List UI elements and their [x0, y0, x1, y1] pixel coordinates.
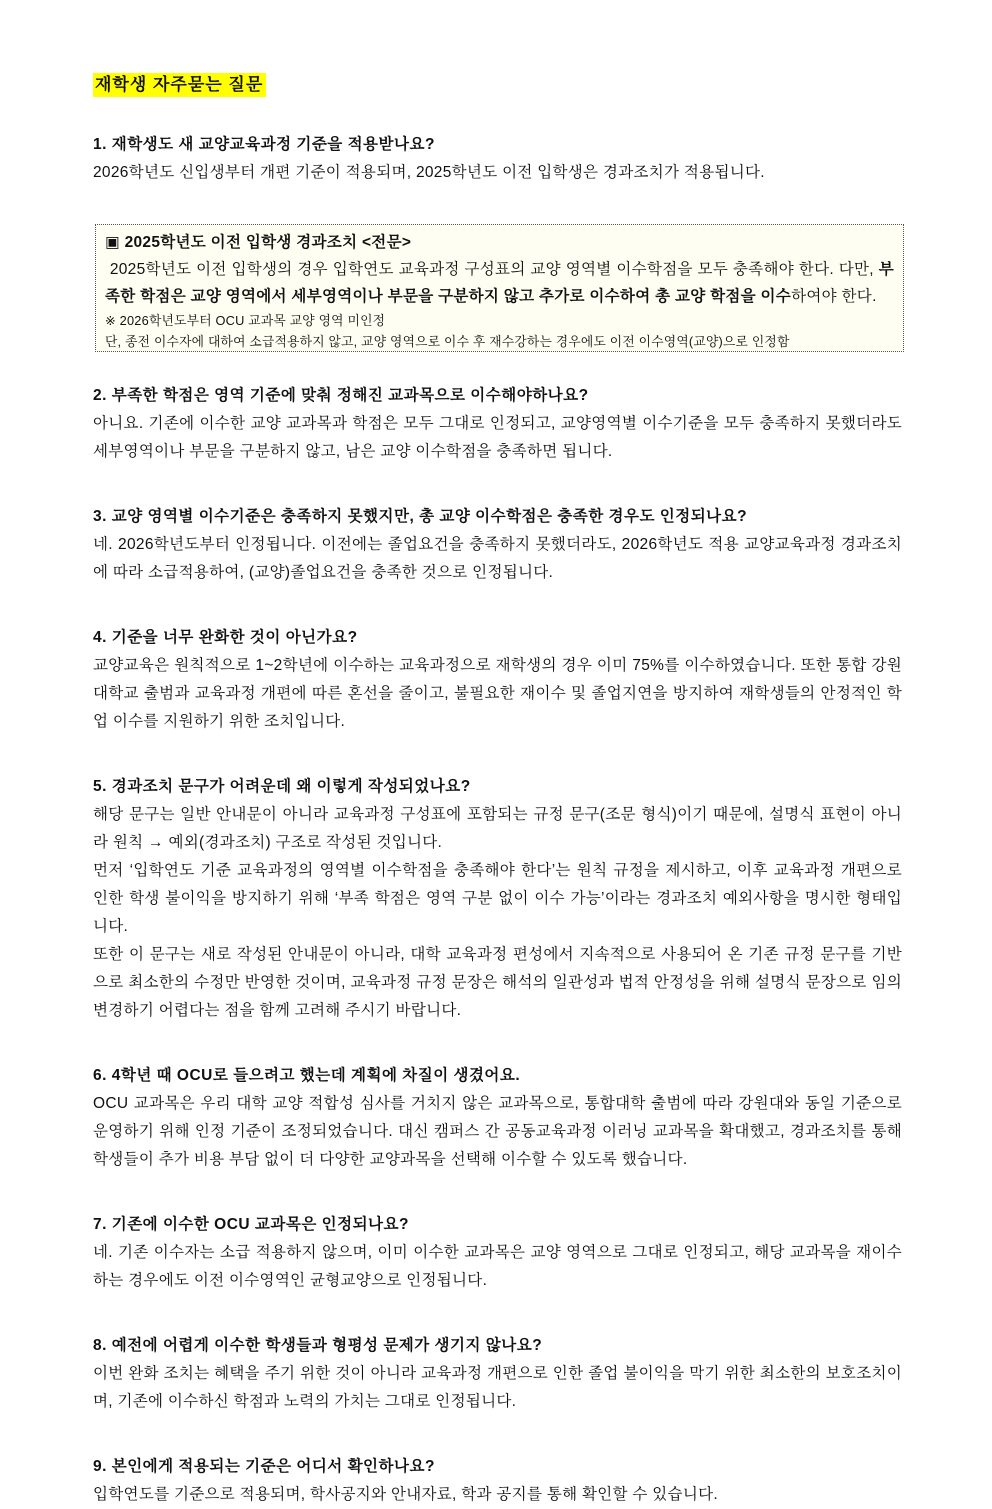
page-title: [93, 70, 902, 95]
faq-answer: 입학연도를 기준으로 적용되며, 학사공지와 안내자료, 학과 공지를 통해 확인할 수 있습니다.: [93, 1486, 718, 1503]
faq-question: 5. 경과조치 문구가 어려운데 왜 이렇게 작성되었나요?: [93, 778, 471, 795]
notice-box-note-exception: 단, 종전 이수자에 대하여 소급적용하지 않고, 교양 영역으로 이수 후 재수강하는 경우에도 이전 이수영역(교양)으로 인정함: [105, 334, 790, 349]
transition-notice-box: [95, 224, 904, 352]
faq-question: 4. 기준을 너무 완화한 것이 아닌가요?: [93, 629, 358, 646]
faq-item: [93, 382, 902, 466]
notice-box-body-bold: 부족한 학점은 교양 영역에서 세부영역이나 부문을 구분하지 않고 추가로 이수하여 총 교양 학점을 이수: [105, 261, 895, 305]
faq-answer: 교양교육은 원칙적으로 1~2학년에 이수하는 교육과정으로 재학생의 경우 이미 75%를 이수하였습니다. 또한 통합 강원대학교 출범과 교육과정 개편에 따른 혼선을 줄이고, 불필요한 재이수 및 졸업지연을 방지하여 재학생들의 안정적인 학업 이수를 지원하기 위한 조치입니다.: [93, 657, 902, 730]
faq-item: [93, 624, 902, 736]
faq-answer: 이번 완화 조치는 혜택을 주기 위한 것이 아니라 교육과정 개편으로 인한 졸업 불이익을 막기 위한 최소한의 보호조치이며, 기존에 이수하신 학점과 노력의 가치는 그대로 인정됩니다.: [93, 1365, 902, 1410]
page-title-highlight: 재학생 자주묻는 질문: [93, 73, 266, 97]
notice-box-heading: [105, 229, 894, 256]
faq-question: 1. 재학생도 새 교양교육과정 기준을 적용받나요?: [93, 136, 435, 153]
faq-answer: 해당 문구는 일반 안내문이 아니라 교육과정 구성표에 포함되는 규정 문구(조문 형식)이기 때문에, 설명식 표현이 아니라 원칙 → 예외(경과조치) 구조로 작성된 것입니다.: [93, 806, 902, 851]
faq-question: 8. 예전에 어렵게 이수한 학생들과 형평성 문제가 생기지 않나요?: [93, 1337, 543, 1354]
faq-item: [93, 773, 902, 1025]
faq-item: [93, 1332, 902, 1416]
faq-item: [93, 503, 902, 587]
filled-square-icon: ▣: [105, 234, 120, 251]
notice-box-heading-text: 2025학년도 이전 입학생 경과조치 <전문>: [124, 234, 412, 251]
faq-answer: 네. 2026학년도부터 인정됩니다. 이전에는 졸업요건을 충족하지 못했더라도, 2026학년도 적용 교양교육과정 경과조치에 따라 소급적용하여, (교양)졸업요건을 충족한 것으로 인정됩니다.: [93, 536, 902, 581]
faq-answer: 먼저 ‘입학연도 기준 교육과정의 영역별 이수학점을 충족해야 한다’는 원칙 규정을 제시하고, 이후 교육과정 개편으로 인한 학생 불이익을 방지하기 위해 ‘부족 학점은 영역 구분 없이 이수 가능’이라는 경과조치 예외사항을 명시한 형태입니다.: [93, 862, 902, 935]
faq-item: [93, 131, 902, 187]
notice-box-body-pre: 2025학년도 이전 입학생의 경우 입학연도 교육과정 구성표의 교양 영역별 이수학점을 모두 충족해야 한다. 다만,: [105, 261, 879, 278]
notice-box-body-post: 하여야 한다.: [791, 288, 877, 305]
faq-answer: 네. 기존 이수자는 소급 적용하지 않으며, 이미 이수한 교과목은 교양 영역으로 그대로 인정되고, 해당 교과목을 재이수하는 경우에도 이전 이수영역인 균형교양으로 인정됩니다.: [93, 1244, 902, 1289]
faq-answer: 아니요. 기존에 이수한 교양 교과목과 학점은 모두 그대로 인정되고, 교양영역별 이수기준을 모두 충족하지 못했더라도 세부영역이나 부문을 구분하지 않고, 남은 교양 이수학점을 충족하면 됩니다.: [93, 415, 902, 460]
faq-item: [93, 1453, 902, 1509]
faq-answer: 2026학년도 신입생부터 개편 기준이 적용되며, 2025학년도 이전 입학생은 경과조치가 적용됩니다.: [93, 164, 765, 181]
faq-question: 9. 본인에게 적용되는 기준은 어디서 확인하나요?: [93, 1458, 435, 1475]
faq-question: 3. 교양 영역별 이수기준은 충족하지 못했지만, 총 교양 이수학점은 충족한 경우도 인정되나요?: [93, 508, 748, 525]
notice-box-note-ocu: ※ 2026학년도부터 OCU 교과목 교양 영역 미인정: [105, 313, 386, 328]
faq-question: 7. 기존에 이수한 OCU 교과목은 인정되나요?: [93, 1216, 409, 1233]
faq-answer: 또한 이 문구는 새로 작성된 안내문이 아니라, 대학 교육과정 편성에서 지속적으로 사용되어 온 기존 규정 문구를 기반으로 최소한의 수정만 반영한 것이며, 교육과정 규정 문장은 해석의 일관성과 법적 안정성을 위해 설명식 문장으로 임의 변경하기 어렵다는 점을 함께 고려해 주시기 바랍니다.: [93, 946, 902, 1019]
faq-item: [93, 1062, 902, 1174]
faq-question: 6. 4학년 때 OCU로 들으려고 했는데 계획에 차질이 생겼어요.: [93, 1067, 521, 1084]
faq-item: [93, 1211, 902, 1295]
faq-answer: OCU 교과목은 우리 대학 교양 적합성 심사를 거치지 않은 교과목으로, 통합대학 출범에 따라 강원대와 동일 기준으로 운영하기 위해 인정 기준이 조정되었습니다. 대신 캠퍼스 간 공동교육과정 이러닝 교과목을 확대했고, 경과조치를 통해 학생들이 추가 비용 부담 없이 더 다양한 교양과목을 선택해 이수할 수 있도록 했습니다.: [93, 1095, 902, 1168]
faq-list: [93, 382, 902, 1509]
faq-question: 2. 부족한 학점은 영역 기준에 맞춰 정해진 교과목으로 이수해야하나요?: [93, 387, 589, 404]
notice-box-body: [105, 256, 894, 310]
